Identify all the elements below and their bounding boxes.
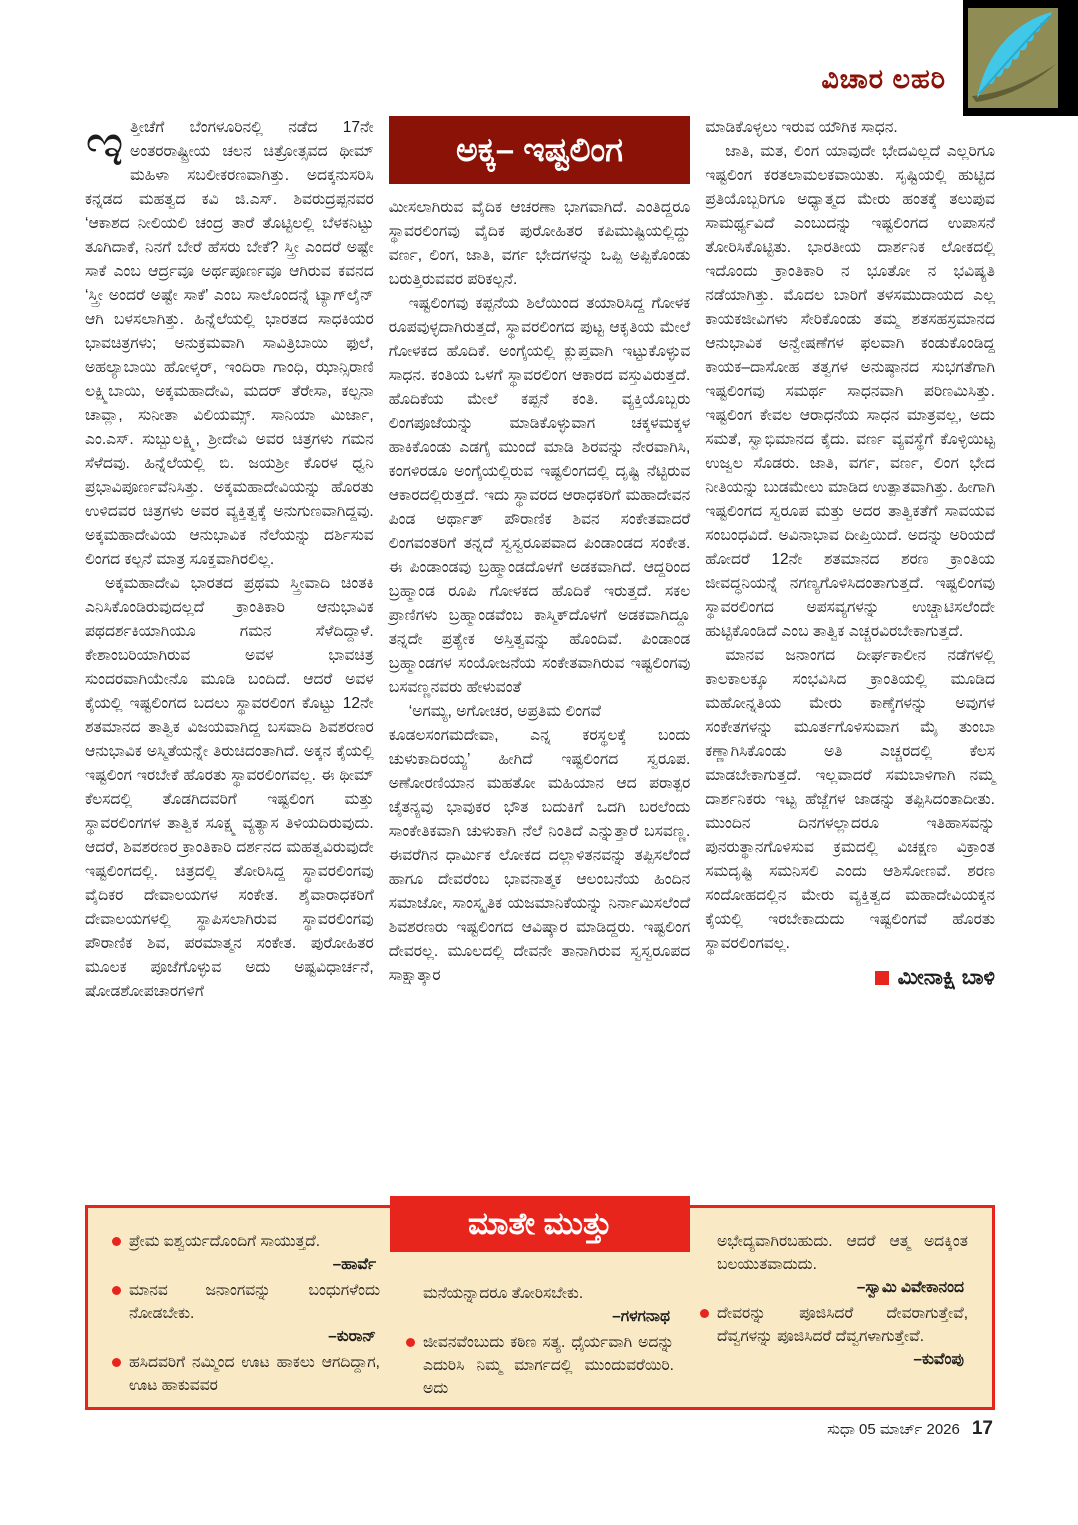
quote-attribution: –ಕುರಾನ್ xyxy=(328,1328,376,1345)
quotes-column-1 xyxy=(112,1230,380,1395)
paragraph xyxy=(85,111,374,572)
quote-attribution: –ಹಾರ್ವೆ xyxy=(332,1256,376,1273)
bullet-icon xyxy=(700,1309,709,1318)
paragraph: ಮಾನವ ಜನಾಂಗದ ದೀರ್ಘಕಾಲೀನ ನಡೆಗಳಲ್ಲಿ ಕಾಲಕಾಲಕ್ಕೂ ಸಂಭವಿಸಿದ ಕ್ರಾಂತಿಯಲ್ಲಿ ಮೂಡಿದ ಮಹೋನ್ನತಿಯ ಮೇರು ಕಾಣ್ಕೆಗಳನ್ನು ಅವುಗಳ ಸಂಕೇತಗಳನ್ನು ಮೂರ್ತಗೊಳಿಸುವಾಗ ಮೈ ತುಂಬಾ ಕಣ್ಣಾಗಿಸಿಕೊಂಡು ಅತಿ ಎಚ್ಚರದಲ್ಲಿ ಕೆಲಸ ಮಾಡಬೇಕಾಗುತ್ತದೆ. ಇಲ್ಲವಾದರೆ ಸಮಬಾಳಿಗಾಗಿ ನಮ್ಮ ದಾರ್ಶನಿಕರು ಇಟ್ಟ ಹೆಜ್ಜೆಗಳ ಜಾಡನ್ನು ತಪ್ಪಿಸಿದಂತಾದೀತು. ಮುಂದಿನ ದಿನಗಳಲ್ಲಾದರೂ ಇತಿಹಾಸವನ್ನು ಪುನರುತ್ಥಾನಗೊಳಿಸುವ ಕ್ರಮದಲ್ಲಿ ವಿಚಕ್ಷಣ ವಿಕ್ರಾಂತ ಸಮದೃಷ್ಟಿ ಸಮನಿಸಲಿ ಎಂದು ಆಶಿಸೋಣವೆ. ಶರಣ ಸಂದೋಹದಲ್ಲಿನ ಮೇರು ವ್ಯಕ್ತಿತ್ವದ ಮಹಾದೇವಿಯಕ್ಕನ ಕೈಯಲ್ಲಿ ಇರಬೇಕಾದುದು ಇಷ್ಟಲಿಂಗವೆ ಹೊರತು ಸ್ಥಾವರಲಿಂಗವಲ್ಲ. xyxy=(705,647,995,952)
bullet-icon xyxy=(112,1237,121,1246)
dropcap-letter: ಇ xyxy=(85,111,124,178)
quote-attribution: –ಗಳಗನಾಥ xyxy=(612,1308,670,1325)
quotes-box-title: ಮಾತೇ ಮುತ್ತು xyxy=(390,1196,690,1252)
author-byline xyxy=(705,966,995,990)
page-number: 17 xyxy=(971,1418,993,1439)
quote-text: ಹಸಿದವರಿಗೆ ನಮ್ಮಿಂದ ಊಟ ಹಾಕಲು ಆಗದಿದ್ದಾಗ, ಊಟ ಹಾಕುವವರ xyxy=(129,1354,380,1394)
quote-item xyxy=(112,1351,380,1397)
paragraph: ಕೂಡಲಸಂಗಮದೇವಾ, ಎನ್ನ ಕರಸ್ಥಲಕ್ಕೆ ಬಂದು ಚುಳುಕಾದಿರಯ್ಯ’ ಹೀಗಿದೆ ಇಷ್ಟಲಿಂಗದ ಸ್ವರೂಪ. ಅಣೋರಣಿಯಾನ ಮಹತೋ ಮಹಿಯಾನ ಆದ ಪರಾತ್ಪರ ಚೈತನ್ಯವು ಭಾವುಕರ ಭೌತ ಬದುಕಿಗೆ ಒದಗಿ ಬರಲೆಂದು ಸಾಂಕೇತಿಕವಾಗಿ ಚುಳುಕಾಗಿ ನೆಲೆ ನಿಂತಿದೆ ಎನ್ನುತ್ತಾರೆ ಬಸವಣ್ಣ. ಈವರೆಗಿನ ಧಾರ್ಮಿಕ ಲೋಕದ ದಲ್ಲಾಳಿತನವನ್ನು ತಪ್ಪಿಸಲೆಂದೆ ಹಾಗೂ ದೇವರೆಂಬ ಭಾವನಾತ್ಮಕ ಆಲಂಬನೆಯ ಹಿಂದಿನ ಸಮಾಜೋ, ಸಾಂಸ್ಕೃತಿಕ ಯಜಮಾನಿಕೆಯನ್ನು ನಿರ್ನಾಮಿಸಲೆಂದೆ ಶಿವಶರಣರು ಇಷ್ಟಲಿಂಗದ ಆವಿಷ್ಕಾರ ಮಾಡಿದ್ದರು. ಇಷ್ಟಲಿಂಗ ದೇವರಲ್ಲ. ಮೂಲದಲ್ಲಿ ದೇವನೇ ತಾನಾಗಿರುವ ಸ್ವಸ್ವರೂಪದ ಸಾಕ್ಷಾತ್ಕಾರ xyxy=(388,727,691,984)
bullet-icon xyxy=(406,1338,415,1347)
quote-text: ಜೀವನವೆಂಬುದು ಕಠಿಣ ಸತ್ಯ. ಧೈರ್ಯವಾಗಿ ಅದನ್ನು ಎದುರಿಸಿ ನಿಮ್ಮ ಮಾರ್ಗದಲ್ಲಿ ಮುಂದುವರೆಯಿರಿ. ಅದು xyxy=(423,1334,674,1397)
quote-item xyxy=(406,1331,674,1400)
quote-attribution: –ಸ್ವಾಮಿ ವಿವೇಕಾನಂದ xyxy=(856,1279,964,1296)
quote-item xyxy=(112,1230,380,1276)
quote-text: ದೇವರನ್ನು ಪೂಜಿಸಿದರೆ ದೇವರಾಗುತ್ತೇವೆ, ದೆವ್ವಗಳನ್ನು ಪೂಜಿಸಿದರೆ ದೆವ್ವಗಳಾಗುತ್ತೇವೆ. xyxy=(717,1305,968,1345)
article-body xyxy=(85,111,995,1004)
quote-text: ಮನೆಯನ್ನಾದರೂ ತೋರಿಸಬೇಕು. xyxy=(423,1285,584,1302)
page-footer xyxy=(827,1418,993,1440)
quote-item xyxy=(700,1230,968,1299)
quill-feather-icon xyxy=(968,8,1058,108)
quote-item xyxy=(406,1282,674,1328)
quote-item xyxy=(112,1279,380,1348)
paragraph: ಇಷ್ಟಲಿಂಗವು ಕಪ್ಪನೆಯ ಶಿಲೆಯಿಂದ ತಯಾರಿಸಿದ್ದ ಗೋಳಕ ರೂಪವುಳ್ಳದಾಗಿರುತ್ತದೆ, ಸ್ಥಾವರಲಿಂಗದ ಪುಟ್ಟ ಆಕೃತಿಯ ಮೇಲೆ ಗೋಳಕದ ಹೊದಿಕೆ. ಅಂಗೈಯಲ್ಲಿ ಕ್ಲುಪ್ತವಾಗಿ ಇಟ್ಟುಕೊಳ್ಳುವ ಸಾಧನ. ಕಂತಿಯ ಒಳಗೆ ಸ್ಥಾವರಲಿಂಗ ಆಕಾರದ ವಸ್ತುವಿರುತ್ತದೆ. ಹೊದಿಕೆಯ ಮೇಲೆ ಕಪ್ಪನೆ ಕಂತಿ. ವ್ಯಕ್ತಿಯೊಬ್ಬರು ಲಿಂಗಪೂಜೆಯನ್ನು ಮಾಡಿಕೊಳ್ಳುವಾಗ ಚಕ್ಕಳಮಕ್ಕಳ ಹಾಕಿಕೊಂಡು ಎಡಗೈ ಮುಂದೆ ಮಾಡಿ ಶಿರವನ್ನು ನೇರವಾಗಿಸಿ, ಕಂಗಳಿರಡೂ ಅಂಗೈಯಲ್ಲಿರುವ ಇಷ್ಟಲಿಂಗದಲ್ಲಿ ದೃಷ್ಟಿ ನೆಟ್ಟಿರುವ ಆಕಾರದಲ್ಲಿರುತ್ತದೆ. ಇದು ಸ್ಥಾವರದ ಆರಾಧಕರಿಗೆ ಮಹಾದೇವನ ಪಿಂಡ ಅರ್ಥಾತ್ ಪೌರಾಣಿಕ ಶಿವನ ಸಂಕೇತವಾದರೆ ಲಿಂಗವಂತರಿಗೆ ತನ್ನದೆ ಸ್ವಸ್ವರೂಪವಾದ ಪಿಂಡಾಂಡದ ಸಂಕೇತ. ಈ ಪಿಂಡಾಂಡವು ಬ್ರಹ್ಮಾಂಡದೊಳಗೆ ಅಡಕವಾಗಿದೆ. ಆದ್ದರಿಂದ ಬ್ರಹ್ಮಾಂಡ ರೂಪಿ ಗೋಳಕದ ಹೊದಿಕೆ ಇರುತ್ತದೆ. ಸಕಲ ಪ್ರಾಣಿಗಳು ಬ್ರಹ್ಮಾಂಡವೆಂಬ ಕಾಸ್ಮಿಕ್‌ದೊಳಗೆ ಅಡಕವಾಗಿದ್ದೂ ತನ್ನದೇ ಪ್ರತ್ಯೇಕ ಅಸ್ತಿತ್ವವನ್ನು ಹೊಂದಿವೆ. ಪಿಂಡಾಂಡ ಬ್ರಹ್ಮಾಂಡಗಳ ಸಂಯೋಜನೆಯ ಸಂಕೇತವಾಗಿರುವ ಇಷ್ಟಲಿಂಗವು ಬಸವಣ್ಣನವರು ಹೇಳುವಂತೆ xyxy=(388,295,691,696)
section-title: ವಿಚಾರ ಲಹರಿ xyxy=(821,64,946,94)
paragraph-text: ತ್ತೀಚೆಗೆ ಬೆಂಗಳೂರಿನಲ್ಲಿ ನಡೆದ 17ನೇ ಅಂತರರಾಷ್ಟ್ರೀಯ ಚಲನ ಚಿತ್ರೋತ್ಸವದ ಥೀಮ್ ಮಹಿಳಾ ಸಬಲೀಕರಣವಾಗಿತ್ತು. ಅದಕ್ಕನುಸರಿಸಿ ಕನ್ನಡದ ಮಹತ್ವದ ಕವಿ ಜಿ.ಎಸ್. ಶಿವರುದ್ರಪ್ಪನವರ ‘ಆಕಾಶದ ನೀಲಿಯಲಿ ಚಂದ್ರ ತಾರೆ ತೊಟ್ಟಿಲಲ್ಲಿ ಬೆಳಕನಿಟ್ಟು ತೂಗಿದಾಕೆ, ನಿನಗೆ ಬೇರೆ ಹೆಸರು ಬೇಕೆ? ಸ್ತ್ರೀ ಎಂದರೆ ಅಷ್ಟೇ ಸಾಕೆ ಎಂಬ ಆರ್ದ್ರವೂ ಅರ್ಥಪೂರ್ಣವೂ ಆಗಿರುವ ಕವನದ ‘ಸ್ತ್ರೀ ಅಂದರೆ ಅಷ್ಟೇ ಸಾಕೆ’ ಎಂಬ ಸಾಲೊಂದನ್ನೆ ಟ್ಯಾಗ್‌ಲೈನ್ ಆಗಿ ಬಳಸಲಾಗಿತ್ತು. ಹಿನ್ನೆಲೆಯಲ್ಲಿ ಭಾರತದ ಸಾಧಕಿಯರ ಭಾವಚಿತ್ರಗಳು; ಅನುಕ್ರಮವಾಗಿ ಸಾವಿತ್ರಿಬಾಯಿ ಫುಲೆ, ಅಹಲ್ಯಾಬಾಯಿ ಹೋಳ್ಕರ್, ಇಂದಿರಾ ಗಾಂಧಿ, ಝಾನ್ಸಿರಾಣಿ ಲಕ್ಷ್ಮಿಬಾಯಿ, ಅಕ್ಕಮಹಾದೇವಿ, ಮದರ್ ತೆರೇಸಾ, ಕಲ್ಪನಾ ಚಾವ್ಲಾ, ಸುನೀತಾ ವಿಲಿಯಮ್ಸ್. ಸಾನಿಯಾ ಮಿರ್ಜಾ, ಎಂ.ಎಸ್. ಸುಬ್ಬುಲಕ್ಷ್ಮಿ, ಶ್ರೀದೇವಿ ಅವರ ಚಿತ್ರಗಳು ಗಮನ ಸೆಳೆದವು. ಹಿನ್ನೆಲೆಯಲ್ಲಿ ಬಿ. ಜಯಶ್ರೀ ಕೊರಳ ಧ್ವನಿ ಪ್ರಭಾವಿಪೂರ್ಣವೆನಿಸಿತ್ತು. ಅಕ್ಕಮಹಾದೇವಿಯನ್ನು ಹೊರತು ಉಳಿದವರ ಚಿತ್ರಗಳು ಅವರ ವ್ಯಕ್ತಿತ್ವಕ್ಕೆ ಅನುಗುಣವಾಗಿದ್ದವು. ಅಕ್ಕಮಹಾದೇವಿಯ ಆನುಭಾವಿಕ ನೆಲೆಯನ್ನು ದರ್ಶಿಸುವ ಲಿಂಗದ ಕಲ್ಪನೆ ಮಾತ್ರ ಸೂಕ್ತವಾಗಿರಲಿಲ್ಲ. xyxy=(85,119,374,568)
quote-text: ಪ್ರೇಮ ಐಶ್ವರ್ಯದೊಂದಿಗೆ ಸಾಯುತ್ತದೆ. xyxy=(129,1233,321,1250)
quotes-column-3 xyxy=(700,1230,968,1395)
author-name: ಮೀನಾಕ್ಷಿ ಬಾಳಿ xyxy=(897,966,995,989)
quote-item xyxy=(700,1302,968,1371)
quotes-column-2 xyxy=(406,1230,674,1395)
paragraph: ಮಾಡಿಕೊಳ್ಳಲು ಇರುವ ಯೌಗಿಕ ಸಾಧನ. xyxy=(705,119,898,136)
paragraph: ಅಕ್ಕಮಹಾದೇವಿ ಭಾರತದ ಪ್ರಥಮ ಸ್ತ್ರೀವಾದಿ ಚಿಂತಕಿ ಎನಿಸಿಕೊಂಡಿರುವುದಲ್ಲದೆ ಕ್ರಾಂತಿಕಾರಿ ಆನುಭಾವಿಕ ಪಥದರ್ಶಕಿಯಾಗಿಯೂ ಗಮನ ಸೆಳೆದಿದ್ದಾಳೆ. ಕೇಶಾಂಬರಿಯಾಗಿರುವ ಅವಳ ಭಾವಚಿತ್ರ ಸುಂದರವಾಗಿಯೇನೊ ಮೂಡಿ ಬಂದಿದೆ. ಆದರೆ ಅವಳ ಕೈಯಲ್ಲಿ ಇಷ್ಟಲಿಂಗದ ಬದಲು ಸ್ಥಾವರಲಿಂಗ ಕೊಟ್ಟು 12ನೇ ಶತಮಾನದ ತಾತ್ವಿಕ ವಿಜಯವಾಗಿದ್ದ ಬಸವಾದಿ ಶಿವಶರಣರ ಆನುಭಾವಿಕ ಅಸ್ಮಿತೆಯನ್ನೇ ತಿರುಚಿದಂತಾಗಿದೆ. ಅಕ್ಕನ ಕೈಯಲ್ಲಿ ಇಷ್ಟಲಿಂಗ ಇರಬೇಕೆ ಹೊರತು ಸ್ಥಾವರಲಿಂಗವಲ್ಲ. ಈ ಥೀಮ್ ಕೆಲಸದಲ್ಲಿ ತೊಡಗಿದವರಿಗೆ ಇಷ್ಟಲಿಂಗ ಮತ್ತು ಸ್ಥಾವರಲಿಂಗಗಳ ತಾತ್ವಿಕ ಸೂಕ್ಷ್ಮ ವ್ಯತ್ಯಾಸ ತಿಳಿಯದಿರುವುದು. ಆದರೆ, ಶಿವಶರಣರ ಕ್ರಾಂತಿಕಾರಿ ದರ್ಶನದ ಮಹತ್ವವಿರುವುದೇ ಇಷ್ಟಲಿಂಗದಲ್ಲಿ. ಚಿತ್ರದಲ್ಲಿ ತೋರಿಸಿದ್ದ ಸ್ಥಾವರಲಿಂಗವು ವೈದಿಕರ ದೇವಾಲಯಗಳ ಸಂಕೇತ. ಶೈವಾರಾಧಕರಿಗೆ ದೇವಾಲಯಗಳಲ್ಲಿ ಸ್ಥಾಪಿಸಲಾಗಿರುವ ಸ್ಥಾವರಲಿಂಗವು ಪೌರಾಣಿಕ ಶಿವ, ಪರಮಾತ್ಮನ ಸಂಕೇತ. ಪುರೋಹಿತರ ಮೂಲಕ ಪೂಜೆಗೊಳ್ಳುವ ಅದು ಅಷ್ಟವಿಧಾರ್ಚನೆ, ಷೋಡಶೋಪಚಾರಗಳಿಗೆ xyxy=(85,575,374,1000)
quotes-box xyxy=(85,1205,995,1410)
article-column-2 xyxy=(389,116,691,1004)
article-column-1 xyxy=(85,111,374,1004)
quote-text: ಮಾನವ ಜನಾಂಗವನ್ನು ಬಂಧುಗಳೆಂದು ನೋಡಬೇಕು. xyxy=(129,1282,380,1322)
paragraph: ಮೀಸಲಾಗಿರುವ ವೈದಿಕ ಆಚರಣಾ ಭಾಗವಾಗಿದೆ. ಎಂತಿದ್ದರೂ ಸ್ಥಾವರಲಿಂಗವು ವೈದಿಕ ಪುರೋಹಿತರ ಕಪಿಮುಷ್ಟಿಯಲ್ಲಿದ್ದು ವರ್ಣ, ಲಿಂಗ, ಜಾತಿ, ವರ್ಗ ಭೇದಗಳನ್ನು ಒಪ್ಪಿ ಅಪ್ಪಿಕೊಂಡು ಬರುತ್ತಿರುವವರ ಪರಿಕಲ್ಪನೆ. xyxy=(388,199,691,288)
article-column-3 xyxy=(705,116,995,1004)
article-title: ಅಕ್ಕ– ಇಷ್ಟಲಿಂಗ xyxy=(389,116,691,184)
bullet-icon xyxy=(112,1286,121,1295)
vachana-verse-line: ‘ಅಗಮ್ಯ, ಅಗೋಚರ, ಅಪ್ರತಿಮ ಲಿಂಗವೆ xyxy=(408,703,602,720)
quote-attribution: –ಕುವೆಂಪು xyxy=(913,1351,964,1368)
bullet-icon xyxy=(112,1358,121,1367)
masthead-block xyxy=(963,0,1078,116)
quote-text: ಅಭೇದ್ಯವಾಗಿರಬಹುದು. ಆದರೆ ಆತ್ಮ ಅದಕ್ಕಿಂತ ಬಲಯುತವಾದುದು. xyxy=(717,1233,968,1273)
red-square-icon xyxy=(875,971,889,985)
issue-info: ಸುಧಾ 05 ಮಾರ್ಚ್ 2026 xyxy=(827,1421,960,1438)
paragraph: ಜಾತಿ, ಮತ, ಲಿಂಗ ಯಾವುದೇ ಭೇದವಿಲ್ಲದೆ ಎಲ್ಲರಿಗೂ ಇಷ್ಟಲಿಂಗ ಕರತಲಾಮಲಕವಾಯಿತು. ಸೃಷ್ಟಿಯಲ್ಲಿ ಹುಟ್ಟಿದ ಪ್ರತಿಯೊಬ್ಬರಿಗೂ ಅಧ್ಯಾತ್ಮದ ಮೇರು ಹಂತಕ್ಕೆ ತಲುಪುವ ಸಾಮರ್ಥ್ಯವಿದೆ ಎಂಬುದನ್ನು ಇಷ್ಟಲಿಂಗದ ಉಪಾಸನೆ ತೋರಿಸಿಕೊಟ್ಟಿತು. ಭಾರತೀಯ ದಾರ್ಶನಿಕ ಲೋಕದಲ್ಲಿ ಇದೊಂದು ಕ್ರಾಂತಿಕಾರಿ ನ ಭೂತೋ ನ ಭವಿಷ್ಯತಿ ನಡೆಯಾಗಿತ್ತು. ಮೊದಲ ಬಾರಿಗೆ ತಳಸಮುದಾಯದ ಎಲ್ಲ ಕಾಯಕಜೀವಿಗಳು ಸೇರಿಕೊಂಡು ತಮ್ಮ ಶತಸಹಸ್ರಮಾನದ ಆನುಭಾವಿಕ ಅನ್ವೇಷಣೆಗಳ ಫಲವಾಗಿ ಕಂಡುಕೊಂಡಿದ್ದ ಕಾಯಕ–ದಾಸೋಹ ತತ್ವಗಳ ಅನುಷ್ಠಾನದ ಸುಭಗತೆಗಾಗಿ ಇಷ್ಟಲಿಂಗವು ಸಮರ್ಥ ಸಾಧನವಾಗಿ ಪರಿಣಮಿಸಿತ್ತು. ಇಷ್ಟಲಿಂಗ ಕೇವಲ ಆರಾಧನೆಯ ಸಾಧನ ಮಾತ್ರವಲ್ಲ, ಅದು ಸಮತೆ, ಸ್ವಾಭಿಮಾನದ ಕೈದು. ವರ್ಣ ವ್ಯವಸ್ಥೆಗೆ ಕೊಳ್ಳಿಯಿಟ್ಟ ಉಜ್ವಲ ಸೊಡರು. ಜಾತಿ, ವರ್ಗ, ವರ್ಣ, ಲಿಂಗ ಭೇದ ನೀತಿಯನ್ನು ಬುಡಮೇಲು ಮಾಡಿದ ಉತ್ಪಾತವಾಗಿತ್ತು. ಹೀಗಾಗಿ ಇಷ್ಟಲಿಂಗದ ಸ್ವರೂಪ ಮತ್ತು ಅದರ ತಾತ್ವಿಕತೆಗೆ ಸಾವಯವ ಸಂಬಂಧವಿದೆ. ಅವಿನಾಭಾವ ದೀಪ್ತಿಯಿದೆ. ಅದನ್ನು ಅರಿಯದೆ ಹೋದರೆ 12ನೇ ಶತಮಾನದ ಶರಣ ಕ್ರಾಂತಿಯ ಜೀವದ್ಧನಿಯನ್ನೆ ನಗಣ್ಯಗೊಳಿಸಿದಂತಾಗುತ್ತದೆ. ಇಷ್ಟಲಿಂಗವು ಸ್ಥಾವರಲಿಂಗದ ಅಪಸವ್ಯಗಳನ್ನು ಉಚ್ಚಾಟಿಸಲೆಂದೇ ಹುಟ್ಟಿಕೊಂಡಿದೆ ಎಂಬ ತಾತ್ವಿಕ ಎಚ್ಚರವಿರಬೇಕಾಗುತ್ತದೆ. xyxy=(705,143,995,640)
